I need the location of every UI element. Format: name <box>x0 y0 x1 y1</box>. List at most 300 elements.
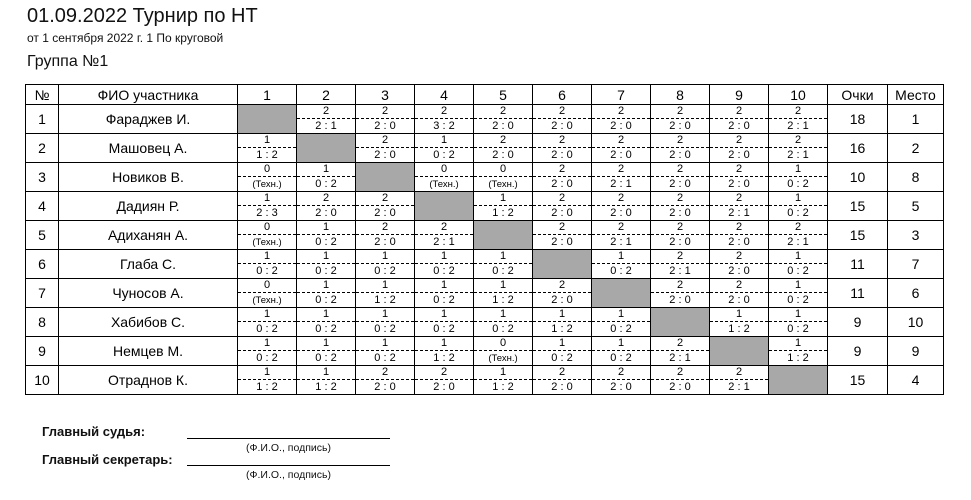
place-cell: 7 <box>888 250 944 279</box>
player-number: 2 <box>26 134 59 163</box>
match-cell-3-vs-6 <box>533 163 592 192</box>
match-cell-2-vs-1 <box>238 134 297 163</box>
match-score: 1 : 2 <box>492 206 514 219</box>
match-points: 2 <box>769 134 827 148</box>
match-score: 2 : 1 <box>610 177 632 190</box>
match-points: 2 <box>356 134 414 148</box>
secretary-signature-line <box>187 465 390 466</box>
match-points: 1 <box>769 279 827 293</box>
points-cell: 11 <box>828 279 888 308</box>
self-cell <box>651 308 710 337</box>
match-points: 1 <box>769 250 827 264</box>
match-score: 2 : 0 <box>610 119 632 132</box>
match-score: 2 : 1 <box>433 235 455 248</box>
match-score: 2 : 0 <box>610 380 632 393</box>
match-points: 2 <box>474 134 532 148</box>
player-number: 3 <box>26 163 59 192</box>
player-name: Отраднов К. <box>59 366 238 395</box>
match-points: 1 <box>238 134 296 148</box>
match-points: 2 <box>356 192 414 206</box>
match-cell-1-vs-10 <box>769 105 828 134</box>
match-score: 2 : 1 <box>728 380 750 393</box>
match-score: 1 : 2 <box>787 351 809 364</box>
match-score: 2 : 0 <box>728 264 750 277</box>
points-cell: 18 <box>828 105 888 134</box>
match-cell-1-vs-7 <box>592 105 651 134</box>
match-points: 2 <box>651 105 709 119</box>
match-score: 2 : 1 <box>669 264 691 277</box>
match-points: 1 <box>592 337 650 351</box>
header-cell-opponent-5: 5 <box>474 85 533 105</box>
group-title: Группа №1 <box>27 53 109 70</box>
match-cell-7-vs-9 <box>710 279 769 308</box>
match-score: 2 : 0 <box>551 380 573 393</box>
self-cell <box>297 134 356 163</box>
match-cell-7-vs-6 <box>533 279 592 308</box>
match-points: 1 <box>297 163 355 177</box>
match-score: 2 : 0 <box>669 235 691 248</box>
match-score: 2 : 1 <box>728 206 750 219</box>
player-number: 1 <box>26 105 59 134</box>
player-row-2 <box>26 134 944 163</box>
match-cell-1-vs-9 <box>710 105 769 134</box>
match-score: 2 : 1 <box>610 235 632 248</box>
match-score: 0 : 2 <box>433 322 455 335</box>
player-row-9 <box>26 337 944 366</box>
match-score: 2 : 0 <box>669 148 691 161</box>
match-cell-7-vs-4 <box>415 279 474 308</box>
match-score: 0 : 2 <box>610 322 632 335</box>
header-cell-place: Место <box>888 85 944 105</box>
player-number: 10 <box>26 366 59 395</box>
match-cell-10-vs-1 <box>238 366 297 395</box>
match-cell-8-vs-7 <box>592 308 651 337</box>
match-cell-5-vs-1 <box>238 221 297 250</box>
match-score: 0 : 2 <box>787 293 809 306</box>
header-cell-opponent-1: 1 <box>238 85 297 105</box>
match-cell-5-vs-2 <box>297 221 356 250</box>
match-cell-3-vs-10 <box>769 163 828 192</box>
match-cell-2-vs-3 <box>356 134 415 163</box>
match-points: 2 <box>651 134 709 148</box>
match-score: 0 : 2 <box>315 177 337 190</box>
match-cell-1-vs-2 <box>297 105 356 134</box>
header-cell-opponent-8: 8 <box>651 85 710 105</box>
match-cell-9-vs-2 <box>297 337 356 366</box>
judge-signature-line <box>187 438 390 439</box>
match-points: 2 <box>533 366 591 380</box>
match-cell-2-vs-4 <box>415 134 474 163</box>
match-points: 2 <box>533 221 591 235</box>
match-points: 1 <box>474 279 532 293</box>
match-cell-6-vs-9 <box>710 250 769 279</box>
match-cell-10-vs-5 <box>474 366 533 395</box>
match-score: 2 : 1 <box>315 119 337 132</box>
match-points: 2 <box>710 250 768 264</box>
match-score: 2 : 1 <box>787 235 809 248</box>
points-cell: 15 <box>828 366 888 395</box>
match-score: (Техн.) <box>488 178 518 190</box>
header-cell-points: Очки <box>828 85 888 105</box>
match-points: 2 <box>297 105 355 119</box>
match-score: 0 : 2 <box>433 293 455 306</box>
match-cell-10-vs-9 <box>710 366 769 395</box>
match-score: 2 : 0 <box>610 148 632 161</box>
match-cell-3-vs-8 <box>651 163 710 192</box>
page-title: 01.09.2022 Турнир по НТ <box>27 5 258 27</box>
match-score: 2 : 0 <box>551 119 573 132</box>
points-cell: 9 <box>828 308 888 337</box>
match-points: 1 <box>769 192 827 206</box>
match-score: 2 : 0 <box>492 119 514 132</box>
points-cell: 11 <box>828 250 888 279</box>
match-cell-3-vs-4 <box>415 163 474 192</box>
place-cell: 8 <box>888 163 944 192</box>
match-cell-2-vs-7 <box>592 134 651 163</box>
match-cell-4-vs-7 <box>592 192 651 221</box>
place-cell: 1 <box>888 105 944 134</box>
match-points: 1 <box>297 308 355 322</box>
match-score: 2 : 0 <box>551 177 573 190</box>
match-score: 0 : 2 <box>787 264 809 277</box>
match-points: 1 <box>415 308 473 322</box>
self-cell <box>592 279 651 308</box>
match-score: 2 : 0 <box>374 119 396 132</box>
match-points: 2 <box>651 221 709 235</box>
match-score: (Техн.) <box>252 178 282 190</box>
self-cell <box>710 337 769 366</box>
match-score: 0 : 2 <box>433 148 455 161</box>
match-score: 0 : 2 <box>610 264 632 277</box>
match-score: 2 : 0 <box>374 148 396 161</box>
match-cell-4-vs-3 <box>356 192 415 221</box>
match-cell-9-vs-4 <box>415 337 474 366</box>
match-score: 0 : 2 <box>315 264 337 277</box>
match-score: 2 : 3 <box>256 206 278 219</box>
match-points: 2 <box>592 134 650 148</box>
match-score: 0 : 2 <box>492 322 514 335</box>
points-cell: 10 <box>828 163 888 192</box>
match-cell-2-vs-5 <box>474 134 533 163</box>
place-cell: 5 <box>888 192 944 221</box>
match-cell-1-vs-5 <box>474 105 533 134</box>
match-cell-1-vs-3 <box>356 105 415 134</box>
match-cell-6-vs-2 <box>297 250 356 279</box>
player-number: 7 <box>26 279 59 308</box>
match-points: 1 <box>710 308 768 322</box>
player-number: 4 <box>26 192 59 221</box>
match-points: 2 <box>356 366 414 380</box>
match-score: 0 : 2 <box>315 351 337 364</box>
match-points: 1 <box>533 337 591 351</box>
match-points: 1 <box>356 337 414 351</box>
match-cell-6-vs-10 <box>769 250 828 279</box>
match-score: 1 : 2 <box>551 322 573 335</box>
secretary-label: Главный секретарь: <box>42 452 173 467</box>
points-cell: 15 <box>828 221 888 250</box>
match-points: 2 <box>592 163 650 177</box>
self-cell <box>415 192 474 221</box>
match-score: 1 : 2 <box>728 322 750 335</box>
match-score: 2 : 0 <box>669 293 691 306</box>
player-name: Фараджев И. <box>59 105 238 134</box>
match-score: 1 : 2 <box>315 380 337 393</box>
match-score: 2 : 0 <box>728 177 750 190</box>
match-cell-8-vs-9 <box>710 308 769 337</box>
self-cell <box>769 366 828 395</box>
match-cell-3-vs-5 <box>474 163 533 192</box>
match-cell-8-vs-3 <box>356 308 415 337</box>
match-score: 0 : 2 <box>374 322 396 335</box>
match-score: 2 : 0 <box>728 119 750 132</box>
match-score: 1 : 2 <box>374 293 396 306</box>
points-cell: 16 <box>828 134 888 163</box>
match-score: 2 : 0 <box>669 380 691 393</box>
secretary-signature-caption: (Ф.И.О., подпись) <box>246 469 331 481</box>
match-cell-7-vs-3 <box>356 279 415 308</box>
match-score: (Техн.) <box>488 352 518 364</box>
match-points: 0 <box>238 221 296 235</box>
match-cell-8-vs-5 <box>474 308 533 337</box>
match-points: 2 <box>356 221 414 235</box>
player-number: 8 <box>26 308 59 337</box>
match-cell-8-vs-1 <box>238 308 297 337</box>
match-score: 0 : 2 <box>492 264 514 277</box>
match-cell-4-vs-2 <box>297 192 356 221</box>
match-score: 1 : 2 <box>256 380 278 393</box>
match-points: 1 <box>297 366 355 380</box>
match-points: 1 <box>238 308 296 322</box>
match-cell-1-vs-6 <box>533 105 592 134</box>
match-score: 2 : 0 <box>374 380 396 393</box>
match-score: 0 : 2 <box>610 351 632 364</box>
match-cell-10-vs-3 <box>356 366 415 395</box>
match-points: 1 <box>356 279 414 293</box>
match-cell-6-vs-4 <box>415 250 474 279</box>
match-score: 0 : 2 <box>787 322 809 335</box>
match-cell-10-vs-7 <box>592 366 651 395</box>
match-points: 1 <box>297 279 355 293</box>
player-name: Чуносов А. <box>59 279 238 308</box>
match-score: 0 : 2 <box>551 351 573 364</box>
match-points: 1 <box>238 192 296 206</box>
match-points: 2 <box>651 192 709 206</box>
match-cell-2-vs-9 <box>710 134 769 163</box>
match-score: 2 : 0 <box>669 119 691 132</box>
match-score: 0 : 2 <box>374 351 396 364</box>
match-points: 1 <box>238 250 296 264</box>
match-score: 2 : 0 <box>728 293 750 306</box>
match-points: 2 <box>710 192 768 206</box>
self-cell <box>356 163 415 192</box>
match-points: 0 <box>238 279 296 293</box>
match-score: 0 : 2 <box>315 293 337 306</box>
player-row-10 <box>26 366 944 395</box>
match-points: 2 <box>651 163 709 177</box>
match-score: 2 : 0 <box>610 206 632 219</box>
match-score: 0 : 2 <box>256 264 278 277</box>
player-name: Немцев М. <box>59 337 238 366</box>
match-points: 1 <box>769 308 827 322</box>
match-cell-6-vs-5 <box>474 250 533 279</box>
match-points: 2 <box>415 105 473 119</box>
place-cell: 2 <box>888 134 944 163</box>
match-score: 1 : 2 <box>492 293 514 306</box>
match-score: 0 : 2 <box>787 206 809 219</box>
match-points: 2 <box>651 366 709 380</box>
match-points: 1 <box>533 308 591 322</box>
header-cell-opponent-3: 3 <box>356 85 415 105</box>
match-points: 2 <box>769 221 827 235</box>
match-points: 2 <box>651 279 709 293</box>
match-cell-3-vs-9 <box>710 163 769 192</box>
player-number: 9 <box>26 337 59 366</box>
match-cell-9-vs-3 <box>356 337 415 366</box>
match-points: 1 <box>474 366 532 380</box>
match-points: 1 <box>297 337 355 351</box>
match-points: 1 <box>415 337 473 351</box>
match-points: 2 <box>533 105 591 119</box>
header-cell-opponent-4: 4 <box>415 85 474 105</box>
place-cell: 3 <box>888 221 944 250</box>
match-points: 0 <box>474 337 532 351</box>
match-points: 2 <box>592 192 650 206</box>
match-points: 1 <box>769 337 827 351</box>
match-points: 1 <box>415 134 473 148</box>
match-score: 1 : 2 <box>256 148 278 161</box>
match-score: 2 : 0 <box>492 148 514 161</box>
match-points: 2 <box>533 279 591 293</box>
match-score: 0 : 2 <box>433 264 455 277</box>
match-points: 2 <box>710 221 768 235</box>
player-row-1 <box>26 105 944 134</box>
match-points: 1 <box>592 308 650 322</box>
header-cell-opponent-6: 6 <box>533 85 592 105</box>
match-score: 2 : 0 <box>551 235 573 248</box>
match-points: 2 <box>415 366 473 380</box>
match-score: 3 : 2 <box>433 119 455 132</box>
match-score: (Техн.) <box>429 178 459 190</box>
match-cell-9-vs-8 <box>651 337 710 366</box>
match-score: 1 : 2 <box>492 380 514 393</box>
match-points: 2 <box>651 337 709 351</box>
match-points: 1 <box>415 250 473 264</box>
match-score: 2 : 1 <box>787 119 809 132</box>
player-row-7 <box>26 279 944 308</box>
match-score: 0 : 2 <box>787 177 809 190</box>
match-cell-9-vs-6 <box>533 337 592 366</box>
match-cell-7-vs-2 <box>297 279 356 308</box>
match-cell-8-vs-6 <box>533 308 592 337</box>
match-points: 2 <box>533 192 591 206</box>
match-cell-5-vs-6 <box>533 221 592 250</box>
match-score: 2 : 1 <box>787 148 809 161</box>
match-cell-8-vs-2 <box>297 308 356 337</box>
match-points: 1 <box>474 308 532 322</box>
match-cell-10-vs-2 <box>297 366 356 395</box>
match-cell-9-vs-1 <box>238 337 297 366</box>
match-points: 2 <box>710 105 768 119</box>
match-score: 2 : 0 <box>669 206 691 219</box>
match-cell-10-vs-8 <box>651 366 710 395</box>
match-cell-4-vs-10 <box>769 192 828 221</box>
player-name: Дадиян Р. <box>59 192 238 221</box>
match-cell-4-vs-5 <box>474 192 533 221</box>
match-points: 1 <box>592 250 650 264</box>
match-score: 0 : 2 <box>256 322 278 335</box>
match-points: 1 <box>297 221 355 235</box>
page-subtitle: от 1 сентября 2022 г. 1 По круговой <box>27 31 224 45</box>
match-score: 0 : 2 <box>256 351 278 364</box>
match-score: 1 : 2 <box>433 351 455 364</box>
match-cell-7-vs-5 <box>474 279 533 308</box>
match-cell-7-vs-10 <box>769 279 828 308</box>
header-cell-name: ФИО участника <box>59 85 238 105</box>
header-cell-opponent-10: 10 <box>769 85 828 105</box>
match-cell-4-vs-9 <box>710 192 769 221</box>
match-cell-5-vs-7 <box>592 221 651 250</box>
match-points: 1 <box>297 250 355 264</box>
player-row-5 <box>26 221 944 250</box>
match-points: 2 <box>356 105 414 119</box>
player-name: Хабибов С. <box>59 308 238 337</box>
match-score: 2 : 0 <box>669 177 691 190</box>
results-table <box>25 84 944 395</box>
place-cell: 10 <box>888 308 944 337</box>
match-points: 1 <box>474 192 532 206</box>
match-points: 2 <box>710 134 768 148</box>
header-cell-num: № <box>26 85 59 105</box>
player-name: Глаба С. <box>59 250 238 279</box>
match-cell-6-vs-1 <box>238 250 297 279</box>
match-points: 2 <box>474 105 532 119</box>
match-cell-5-vs-3 <box>356 221 415 250</box>
match-cell-10-vs-4 <box>415 366 474 395</box>
match-points: 2 <box>297 192 355 206</box>
match-cell-8-vs-10 <box>769 308 828 337</box>
player-row-6 <box>26 250 944 279</box>
match-points: 1 <box>356 308 414 322</box>
player-number: 6 <box>26 250 59 279</box>
match-cell-7-vs-8 <box>651 279 710 308</box>
player-name: Адиханян А. <box>59 221 238 250</box>
match-cell-8-vs-4 <box>415 308 474 337</box>
match-cell-5-vs-9 <box>710 221 769 250</box>
match-cell-4-vs-1 <box>238 192 297 221</box>
player-row-4 <box>26 192 944 221</box>
match-points: 2 <box>710 366 768 380</box>
results-table-header <box>26 85 944 105</box>
match-points: 1 <box>769 163 827 177</box>
points-cell: 9 <box>828 337 888 366</box>
match-score: 2 : 1 <box>669 351 691 364</box>
match-points: 2 <box>592 366 650 380</box>
match-points: 2 <box>710 279 768 293</box>
match-cell-6-vs-3 <box>356 250 415 279</box>
match-cell-9-vs-10 <box>769 337 828 366</box>
place-cell: 4 <box>888 366 944 395</box>
header-cell-opponent-2: 2 <box>297 85 356 105</box>
match-points: 1 <box>356 250 414 264</box>
match-points: 1 <box>474 250 532 264</box>
match-score: 2 : 0 <box>433 380 455 393</box>
match-cell-2-vs-10 <box>769 134 828 163</box>
match-points: 2 <box>592 105 650 119</box>
match-points: 2 <box>533 163 591 177</box>
player-name: Машовец А. <box>59 134 238 163</box>
match-points: 2 <box>651 250 709 264</box>
match-points: 1 <box>238 366 296 380</box>
